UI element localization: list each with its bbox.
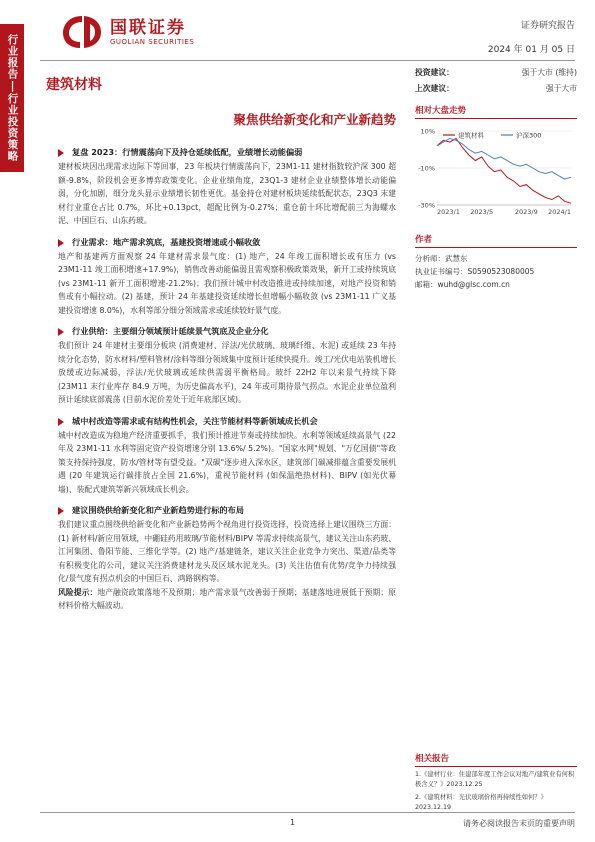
section-heading: 复盘 2023：行情震荡向下及持仓延续低配，业绩增长动能偏弱 bbox=[58, 146, 396, 158]
logo-name: 国联证券 bbox=[110, 18, 186, 38]
x-tick-label: 2023/1 bbox=[437, 208, 460, 216]
related-heading: 相关报告 bbox=[415, 752, 577, 767]
y-tick-label: -10% bbox=[418, 164, 435, 173]
chart-heading: 相对大盘走势 bbox=[415, 104, 577, 119]
section-heading: 建议围绕供给新变化和产业新趋势进行标的布局 bbox=[58, 504, 396, 516]
authors-heading: 作者 bbox=[415, 233, 577, 248]
legend-label: 沪深300 bbox=[516, 131, 542, 140]
section-text: 我们建议重点围绕供给新变化和产业新趋势两个视角进行投资选择，投资选择上建议围绕三方面：(1) 新材料/新应用领域，中硼硅药用玻璃/节能材料/BIPV 等需求持续高景气，建议关注山东药玻、江河集团、鲁阳节能、三维化学等。(2) 地产/基建链条，建议关注企业竞争力突出、渠道/品类等有积极变化的公司，建议关注消费建材龙头及区域水泥龙头。(3) 关注估值有优势/竞争力持续强化/景气度有拐点机会的中国巨石、鸿路钢构等。 bbox=[58, 520, 396, 583]
section-body bbox=[58, 518, 396, 613]
rating-value: 强于大市 bbox=[545, 84, 577, 93]
section-heading: 行业供给：主要细分领域预计延续景气筑底及企业分化 bbox=[58, 325, 396, 337]
section-body: 城中村改造成为稳地产经济重要抓手，我们预计推进节奏或持续加快。水利等领域延续高景气 (22 年及 23M1-11 水利等固定资产投资增速分别 13.6%/ 5.2%)。"国家水网"规划、"万亿国债"等政策支持保持强度，防水/管材等有望受益。"双碳"逐步进入深水区，建筑部门碳减排蕴含重要发展机遇 (20 年建筑运行碳排放占全国 21.6%)，重视节能材料 (如保温绝热材料)、BIPV (如光伏幕墙)、装配式建筑等新兴领域成长机会。 bbox=[58, 430, 396, 494]
side-tab bbox=[0, 24, 24, 172]
sector-name: 建筑材料 bbox=[46, 77, 102, 93]
x-tick-label: 2023/5 bbox=[470, 208, 494, 216]
section-heading: 行业需求：地产需求筑底，基建投资增速或小幅收敛 bbox=[58, 236, 396, 248]
relative-performance-chart bbox=[415, 123, 577, 223]
section-body: 地产和基建两方面观察 24 年建材需求景气度：(1) 地产，24 年竣工面积增长或有压力 (vs 23M1-11 竣工面积增速+17.9%)，销售改善动能偏弱且需观察积极政策效果，新开工或持续筑底 (vs 23M1-11 新开工面积增速-21.2%)；我们预计城中村改造推进或持续加速，对地产投资和销售或有小幅拉动。(2) 基建，预计 24 年基建投资延续增长但增幅小幅收敛 (vs 23M1-11 广义基建投资增速 8.0%)，水利等部分细分领域需求或延续较好景气度。 bbox=[58, 251, 396, 315]
sidebar-column bbox=[415, 62, 577, 291]
rating-row bbox=[415, 83, 577, 94]
analyst-name: 分析师：武慧东 bbox=[415, 254, 468, 263]
summary-column bbox=[58, 146, 396, 621]
footer-divider bbox=[40, 812, 575, 813]
legend-label: 建筑材料 bbox=[458, 131, 484, 140]
y-tick-label: -30% bbox=[418, 201, 435, 210]
related-report-link[interactable]: 1.《建材行业：住建部年度工作会议对地产/建筑业有何积极含义？》2023.12.25 bbox=[415, 771, 575, 788]
report-title: 聚焦供给新变化和产业新趋势 bbox=[233, 112, 396, 127]
related-reports bbox=[415, 752, 577, 813]
section-body: 建材板块因出现需求边际下等回事，23 年板块行情震荡向下，23M1-11 建材指数较沪深 300 超额-9.8%，阶段机会更多博弈政策变化。企业业绩角度，23Q1-3 建材企业业绩整体增长动能偏弱，分化加剧，细分龙头显示业绩增长韧性更优。基金持仓对建材板块延续低配状态，23Q3 末建材行业重仓占比 0.7%，环比+0.13pct，超配比例为-0.27%；重仓前十环比增配前三为海螺水泥、中国巨石、山东药玻。 bbox=[58, 162, 396, 225]
y-tick-label: 10% bbox=[420, 127, 435, 136]
section-body: 我们预计 24 年建材主要细分板块 (消费建材、浮法/光伏玻璃、玻璃纤维、水泥) 或延续 23 年持续分化态势，防水材料/塑料管材/涂料等细分领域集中度预计延续快提升。竣工/光伏电站装机增长放缓或边际减弱，浮法/光伏玻璃或延续供需弱平衡格局。玻纤 22H2 年以来景气持续下降 (23M11 末行业库存 84.9 万吨，为历史偏高水平)，24 年或可期待景气拐点。水泥企业单位盈利预计延续底部震荡 (目前水泥价差处于近年底部区域)。 bbox=[58, 341, 396, 404]
rating-key: 上次建议： bbox=[415, 84, 454, 93]
rating-value: 强于大市 (维持) bbox=[521, 68, 577, 77]
report-date: 2024 年 01 月 05 日 bbox=[487, 45, 575, 55]
header-divider bbox=[40, 60, 575, 61]
x-tick-label: 2024/1 bbox=[548, 208, 571, 216]
analyst-email[interactable]: 邮箱：wuhd@glsc.com.cn bbox=[415, 280, 510, 289]
side-tab-label: 行业报告|行业投资策略 bbox=[6, 34, 19, 162]
related-report-link[interactable]: 2.《建筑材料：光伏玻璃价格再持续性如何？》2023.12.19 bbox=[415, 794, 547, 811]
page-number: 1 bbox=[290, 818, 296, 827]
section-heading: 城中村改造等需求或有结构性机会，关注节能材料等新领域成长机会 bbox=[58, 415, 396, 427]
analyst-info bbox=[415, 252, 577, 291]
report-type: 证券研究报告 bbox=[520, 21, 575, 31]
logo-name-en: GUOLIAN SECURITIES bbox=[110, 38, 195, 46]
chart-svg bbox=[415, 123, 577, 223]
logo-mark-icon bbox=[60, 14, 104, 50]
risk-label: 风险提示： bbox=[58, 587, 98, 597]
x-tick-label: 2023/9 bbox=[514, 208, 538, 216]
rating-key: 投资建议： bbox=[415, 68, 454, 77]
company-logo bbox=[60, 14, 194, 50]
rating-row bbox=[415, 67, 577, 78]
analyst-license: 执业证书编号：S0590523080005 bbox=[415, 267, 535, 276]
series-line bbox=[437, 138, 571, 203]
risk-text: 地产融资政策落地不及预期；地产需求景气改善弱于预期；基建落地进展低于预期；原材料价格大幅波动。 bbox=[58, 587, 396, 610]
footer-disclaimer: 请务必阅读报告末页的重要声明 bbox=[463, 819, 575, 828]
